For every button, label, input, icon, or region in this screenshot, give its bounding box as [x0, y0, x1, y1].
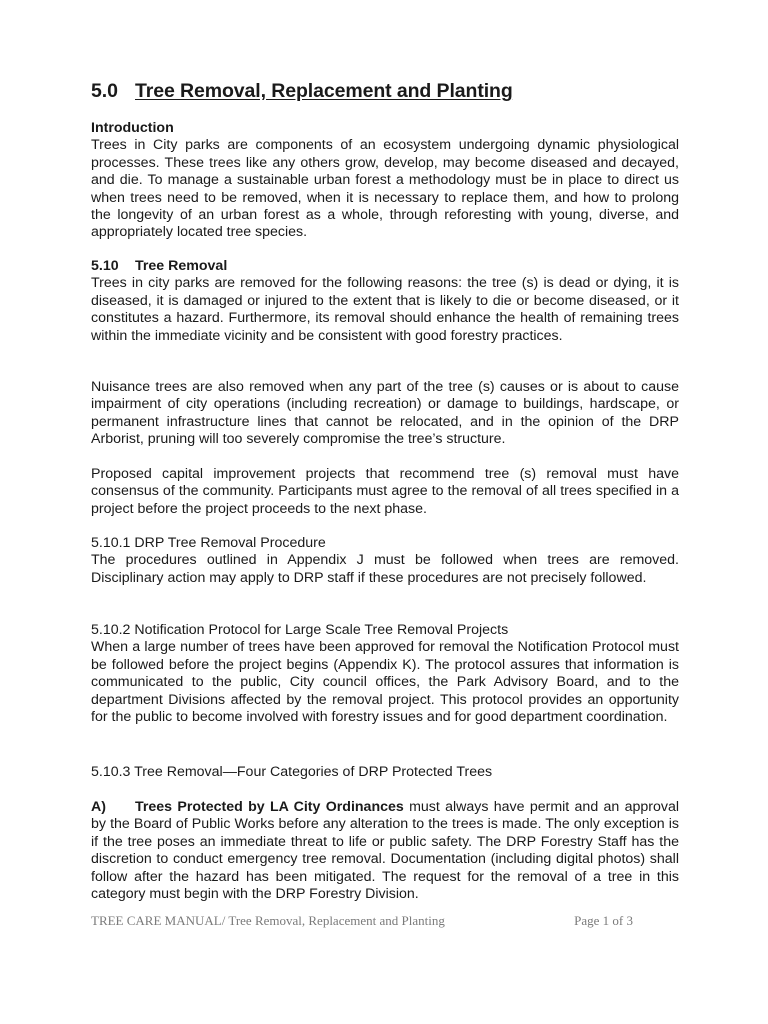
tree-removal-heading-text: Tree Removal [135, 258, 228, 274]
section-5-10-2 [91, 622, 679, 726]
introduction-body: Trees in City parks are components of an ecosystem undergoing dynamic physiological processes. These trees like any others grow, develop, may become diseased and decayed, and die. To manage a sustainable urban forest a methodology must be in place to direct us when trees need to be removed, when it is necessary to replace them, and how to prolong the longevity of an urban forest as a whole, through reforesting with young, diverse, and appropriately located tree species. [91, 137, 679, 241]
item-a-bold-text: Trees Protected by LA City Ordinances [135, 799, 404, 815]
introduction-section [91, 120, 679, 242]
title-number: 5.0 [91, 80, 118, 102]
section-5-10-2-heading: 5.10.2 Notification Protocol for Large Scale Tree Removal Projects [91, 622, 509, 638]
section-5-10-1 [91, 535, 679, 587]
introduction-heading: Introduction [91, 120, 174, 136]
tree-removal-paragraph-3: Proposed capital improvement projects that recommend tree (s) removal must have consensus of the community. Participants must agree to the removal of all trees specified in a project before the project proceeds to the next phase. [91, 466, 679, 517]
tree-removal-paragraph-2: Nuisance trees are also removed when any part of the tree (s) causes or is about to cause impairment of city operations (including recreation) or damage to buildings, hardscape, or permanent infrastructure lines that cannot be relocated, and in the opinion of the DRP Arborist, pruning will too severely compromise the tree’s structure. [91, 379, 679, 448]
item-a-body: must always have permit and an approval by the Board of Public Works before any alteration to the trees is made. The only exception is if the tree poses an immediate threat to life or public safety. The DRP Forestry Staff has the discretion to conduct emergency tree removal. Documentation (including digital photos) shall follow after the hazard has been mitigated. The request for the removal of a tree in this category must begin with the DRP Forestry Division. [91, 799, 679, 903]
section-5-10-1-heading: 5.10.1 DRP Tree Removal Procedure [91, 535, 326, 551]
section-5-10-1-body: The procedures outlined in Appendix J must be followed when trees are removed. Disciplinary action may apply to DRP staff if these procedures are not precisely followed. [91, 552, 679, 586]
title-text: Tree Removal, Replacement and Planting [135, 80, 513, 102]
footer-page-number: Page 1 of 3 [574, 913, 633, 928]
section-5-10-2-body: When a large number of trees have been approved for removal the Notification Protocol must be followed before the project begins (Appendix K). The protocol assures that information is communicated to the public, City council offices, the Park Advisory Board, and to the department Divisions affected by the removal project. This protocol provides an opportunity for the public to become involved with forestry issues and for good department coordination. [91, 639, 679, 726]
tree-removal-number: 5.10 [91, 258, 119, 274]
section-5-10-3-item-a [91, 799, 679, 903]
tree-removal-heading [91, 258, 679, 275]
section-5-10-3-heading: 5.10.3 Tree Removal—Four Categories of DRP Protected Trees [91, 764, 493, 780]
page-title [91, 80, 513, 103]
tree-removal-paragraph-1: Trees in city parks are removed for the following reasons: the tree (s) is dead or dying, it is diseased, it is damaged or injured to the extent that is likely to die or become diseased, or it constitutes a hazard. Furthermore, its removal should enhance the health of remaining trees within the immediate vicinity and be consistent with good forestry practices. [91, 275, 679, 344]
item-a-label: A) [91, 799, 106, 815]
footer-left: TREE CARE MANUAL/ Tree Removal, Replacement and Planting [91, 913, 445, 928]
tree-removal-section [91, 258, 679, 345]
